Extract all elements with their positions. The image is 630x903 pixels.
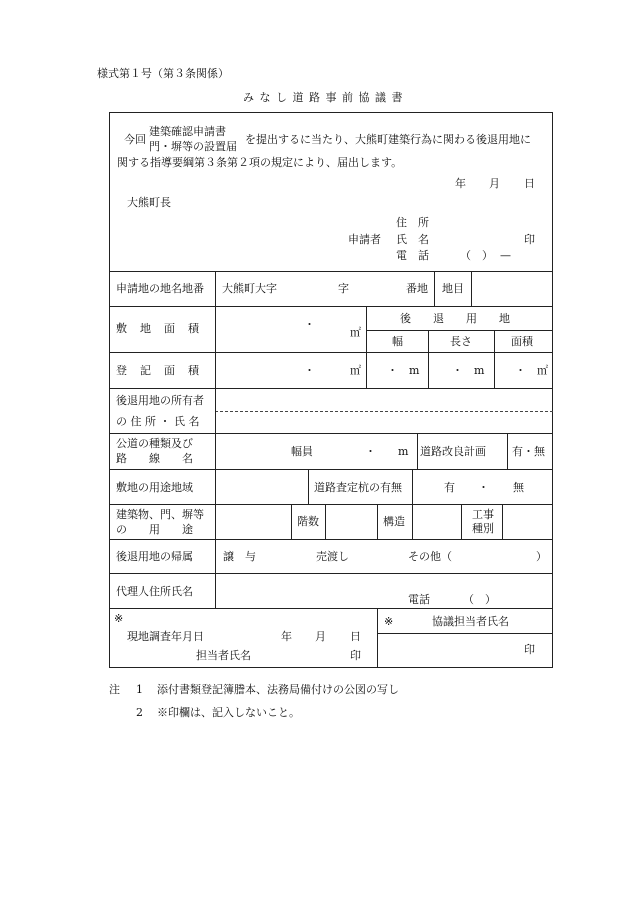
use-label-1: 建築物、門、塀等 — [116, 508, 204, 521]
survey-seal: 印 — [350, 649, 361, 662]
work-type-label-2: 種別 — [472, 522, 494, 535]
label-column-line — [215, 271, 216, 609]
date-month: 月 — [489, 177, 500, 190]
setback-area-value: ・ ㎡ — [515, 364, 548, 377]
note-2-number: 2 — [136, 706, 143, 719]
doc-type-gate: 門・塀等の設置届 — [149, 140, 237, 153]
intro-konkai: 今回 — [124, 133, 146, 146]
note-1-text: 添付書類登記簿謄本、法務局備付けの公図の写し — [157, 683, 399, 696]
stake-no: 無 — [513, 481, 524, 494]
applicant-seal: 印 — [524, 233, 535, 246]
attribution-other: その他（ — [408, 550, 452, 563]
address-label: 住 所 — [396, 216, 429, 229]
road-label-1: 公道の種類及び — [116, 437, 193, 450]
note-1-number: 1 — [136, 683, 143, 696]
setback-length-value: ・ m — [452, 364, 485, 377]
attribution-sale: 売渡し — [316, 550, 349, 563]
row-line — [109, 306, 553, 307]
intro-body-line2: 関する指導要綱第３条第２項の規定により、届出します。 — [117, 156, 403, 169]
row-line — [109, 504, 553, 505]
survey-month: 月 — [315, 630, 326, 643]
row-line — [377, 633, 553, 634]
row-line — [366, 330, 553, 331]
col-line — [461, 504, 462, 540]
registered-area-dot: ・ — [304, 364, 315, 377]
setback-width-label: 幅 — [392, 335, 403, 348]
site-area-label: 敷 地 面 積 — [116, 322, 200, 335]
attribution-close: ） — [536, 550, 547, 563]
col-line — [377, 608, 378, 668]
row-line — [109, 352, 553, 353]
addressee: 大熊町長 — [127, 196, 171, 209]
col-line — [502, 504, 503, 540]
row-line — [109, 539, 553, 540]
owner-label-2: の 住 所 ・ 氏 名 — [116, 415, 200, 428]
site-area-dot: ・ — [304, 318, 315, 331]
col-line — [471, 271, 472, 307]
col-line — [428, 330, 429, 389]
survey-year: 年 — [281, 630, 292, 643]
col-line — [412, 469, 413, 505]
consult-mark: ※ — [384, 615, 394, 628]
consult-seal: 印 — [524, 643, 535, 656]
doc-type-building: 建築確認申請書 — [149, 125, 226, 138]
road-width-label: 幅員 — [291, 445, 313, 458]
road-width-unit: m — [398, 445, 409, 458]
attribution-transfer: 譲 与 — [223, 550, 256, 563]
road-plan-value: 有・無 — [512, 445, 545, 458]
location-banchi: 番地 — [406, 282, 428, 295]
row-line — [109, 271, 553, 272]
row-line — [109, 433, 553, 434]
registered-area-label: 登 記 面 積 — [116, 364, 200, 377]
attribution-label: 後退用地の帰属 — [116, 550, 193, 563]
registered-area-unit: ㎡ — [350, 364, 361, 377]
phone-dash: — — [500, 249, 511, 262]
row-line — [109, 573, 553, 574]
agent-phone-paren: （ ） — [463, 593, 496, 606]
applicant-label: 申請者 — [348, 233, 381, 246]
location-aza: 字 — [338, 282, 349, 295]
location-label: 申請地の地名地番 — [116, 282, 204, 295]
col-line — [366, 306, 367, 389]
date-year: 年 — [455, 177, 466, 190]
form-number: 様式第１号（第３条関係） — [97, 67, 229, 80]
setback-length-label: 長さ — [450, 335, 472, 348]
col-line — [377, 504, 378, 540]
survey-day: 日 — [350, 630, 361, 643]
road-plan-label: 道路改良計画 — [420, 445, 486, 458]
road-width-dot: ・ — [365, 445, 376, 458]
stake-dot: ・ — [478, 481, 489, 494]
row-line — [109, 608, 553, 609]
page-title: み な し 道 路 事 前 協 議 書 — [243, 91, 404, 104]
notes-prefix: 注 — [109, 683, 120, 696]
road-label-2: 路 線 名 — [116, 452, 193, 465]
survey-officer-label: 担当者氏名 — [196, 649, 251, 662]
phone-label: 電 話 — [396, 249, 429, 262]
date-day: 日 — [524, 177, 535, 190]
frame-right — [552, 112, 553, 668]
survey-date-label: 現地調査年月日 — [127, 630, 204, 643]
stake-yes: 有 — [444, 481, 455, 494]
structure-label: 構造 — [383, 515, 405, 528]
work-type-label-1: 工事 — [472, 508, 494, 521]
row-line — [109, 469, 553, 470]
row-line — [109, 388, 553, 389]
row-dashed-line — [215, 411, 553, 412]
note-2-text: ※印欄は、記入しないこと。 — [157, 706, 300, 719]
consult-officer-label: 協議担当者氏名 — [432, 615, 509, 628]
site-area-unit: ㎡ — [350, 326, 361, 339]
survey-mark: ※ — [114, 612, 124, 625]
setback-header: 後 退 用 地 — [400, 312, 510, 325]
agent-phone-label: 電話 — [408, 593, 430, 606]
col-line — [291, 504, 292, 540]
col-line — [325, 504, 326, 540]
floors-label: 階数 — [297, 515, 319, 528]
agent-label: 代理人住所氏名 — [116, 585, 193, 598]
use-label-2: の 用 途 — [116, 523, 193, 536]
setback-width-value: ・ m — [387, 364, 420, 377]
frame-left — [109, 112, 110, 668]
col-line — [412, 504, 413, 540]
intro-body: を提出するに当たり、大熊町建築行為に関わる後退用地に — [245, 133, 531, 146]
location-chimoku: 地目 — [442, 282, 464, 295]
name-label: 氏 名 — [396, 233, 429, 246]
col-line — [494, 330, 495, 389]
col-line — [507, 433, 508, 470]
col-line — [434, 271, 435, 307]
col-line — [308, 469, 309, 505]
location-town: 大熊町大字 — [222, 282, 277, 295]
stake-label: 道路査定杭の有無 — [314, 481, 402, 494]
col-line — [417, 433, 418, 470]
setback-area-label: 面積 — [511, 335, 533, 348]
frame-top — [109, 112, 553, 113]
phone-paren: （ ） — [460, 249, 493, 262]
owner-label-1: 後退用地の所有者 — [116, 394, 204, 407]
zoning-label: 敷地の用途地域 — [116, 481, 193, 494]
frame-bottom — [109, 667, 553, 668]
